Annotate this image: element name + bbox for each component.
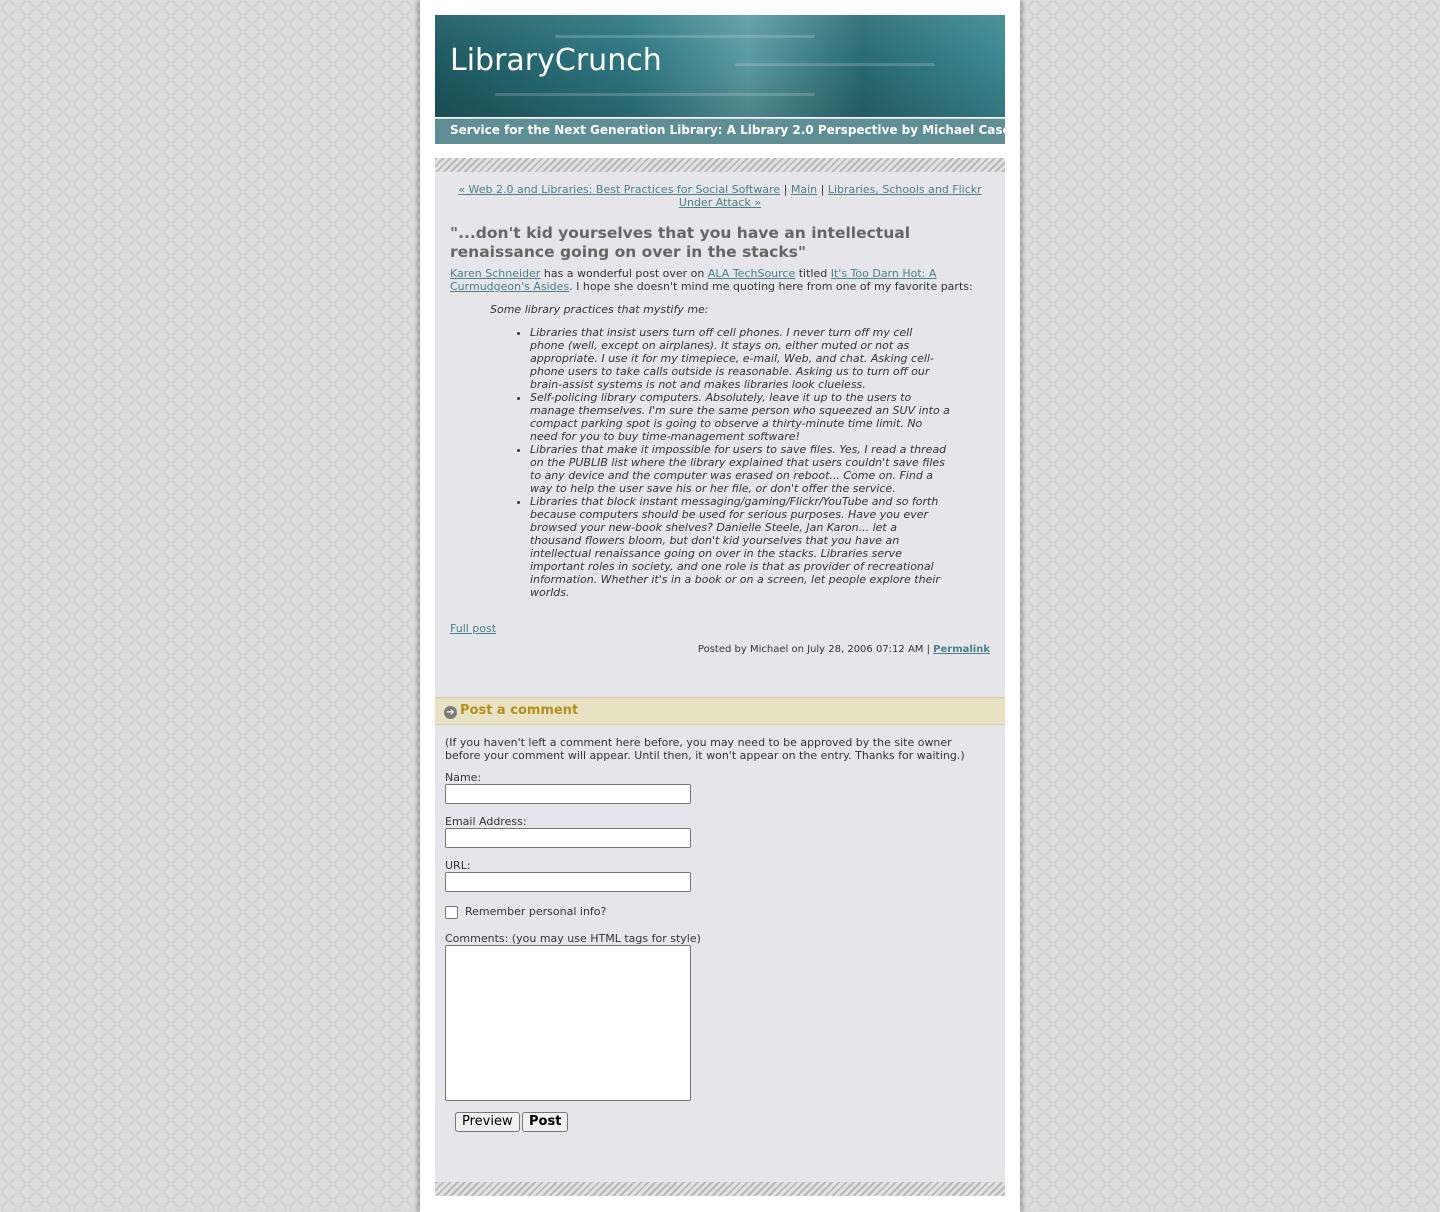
tagline-bar (435, 118, 1019, 144)
post-comment-header (435, 697, 1005, 725)
quote-list-item: • Self-policing library computers. Absolutely, leave it up to the users to manage themselves. I'm sure the same person who squeezed an SUV into a compact parking spot is going to observe a thirty-minute time limit. No need for you to buy time-management software! (530, 391, 950, 443)
banner-streak (555, 35, 815, 38)
banner-streak (495, 93, 815, 96)
source-link[interactable]: ALA TechSource (707, 267, 796, 280)
permalink-link[interactable]: Permalink (933, 644, 990, 655)
url-label: URL: (445, 859, 471, 872)
blockquote (490, 303, 950, 599)
main-content (435, 172, 1005, 1182)
author-link[interactable]: Karen Schneider (450, 267, 541, 280)
name-input[interactable] (445, 784, 691, 804)
remember-checkbox[interactable] (445, 906, 458, 919)
quote-list-item: • Libraries that make it impossible for users to save files. Yes, I read a thread on the PUBLIB list where the library explained that users couldn't save files to any device and the computer was erased on reboot... Come on. Find a way to help the user save his or her file, or don't offer the service. (530, 443, 950, 495)
post-intro (450, 267, 990, 293)
posted-by-text: Posted by Michael on July 28, 2006 07:12 AM | (697, 644, 934, 655)
page-container (420, 0, 1020, 1212)
quote-list-item: • Libraries that block instant messaging/gaming/Flickr/YouTube and so forth because computers should be used for serious purposes. Have you ever browsed your new-book shelves? Danielle Steele, Jan Karon... let a thousand flowers bloom, but don't kid yourselves that you have an intellectual renaissance going on over in the stacks. Libraries serve important roles in society, and one role is that as provider of recreational information. Whether it's in a book or on a screen, let people explore their worlds. (530, 495, 950, 599)
quote-list (490, 326, 950, 599)
bottom-divider (435, 1182, 1005, 1196)
nav-separator: | (783, 183, 788, 196)
post-footer (698, 644, 990, 655)
intro-text: . I hope she doesn't mind me quoting here from one of my favorite parts: (569, 280, 973, 293)
email-label: Email Address: (445, 815, 527, 828)
nav-separator: | (820, 183, 825, 196)
post-title: "...don't kid yourselves that you have an intellectual renaissance going on over in the stacks" (450, 224, 911, 261)
site-banner (435, 15, 1005, 117)
full-post-link[interactable]: Full post (450, 622, 497, 635)
entry-navigation (450, 183, 990, 209)
url-input[interactable] (445, 872, 691, 892)
post-comment-heading: Post a comment (460, 703, 579, 718)
remember-label: Remember personal info? (465, 905, 607, 918)
site-title[interactable]: LibraryCrunch (450, 43, 662, 78)
article-link[interactable]: It's Too Darn Hot: A Curmudgeon's Asides (450, 267, 937, 293)
main-link[interactable]: Main (790, 183, 818, 196)
quote-intro: Some library practices that mystify me: (490, 303, 709, 316)
name-label: Name: (445, 771, 482, 784)
moderation-note: (If you haven't left a comment here before, you may need to be approved by the site owner before your comment will appear. Until then, it won't appear on the entry. Thanks for waiting.) (445, 736, 965, 762)
intro-text: has a wonderful post over on (540, 267, 708, 280)
top-divider (435, 158, 1005, 172)
post-button[interactable]: Post (522, 1112, 568, 1132)
email-input[interactable] (445, 828, 691, 848)
quote-list-item: • Libraries that insist users turn off cell phones. I never turn off my cell phone (well, except on airplanes). It stays on, either muted or not as appropriate. I use it for my timepiece, e-mail, Web, and chat. Asking cell-phone users to take calls outside is reasonable. Asking us to turn off our brain-assist systems is not and makes libraries look clueless. (530, 326, 950, 391)
previous-entry-link[interactable]: « Web 2.0 and Libraries: Best Practices for Social Software (458, 183, 781, 196)
intro-text: titled (795, 267, 831, 280)
preview-button[interactable]: Preview (455, 1112, 520, 1132)
comments-textarea[interactable] (445, 945, 691, 1101)
banner-streak (735, 63, 935, 66)
arrow-right-circle-icon: ➔ (444, 706, 457, 719)
site-tagline: Service for the Next Generation Library: A Library 2.0 Perspective by Michael Casey (450, 123, 1019, 137)
comments-label: Comments: (you may use HTML tags for style) (445, 932, 701, 945)
next-entry-link[interactable]: Libraries, Schools and Flickr Under Attack » (678, 183, 982, 209)
